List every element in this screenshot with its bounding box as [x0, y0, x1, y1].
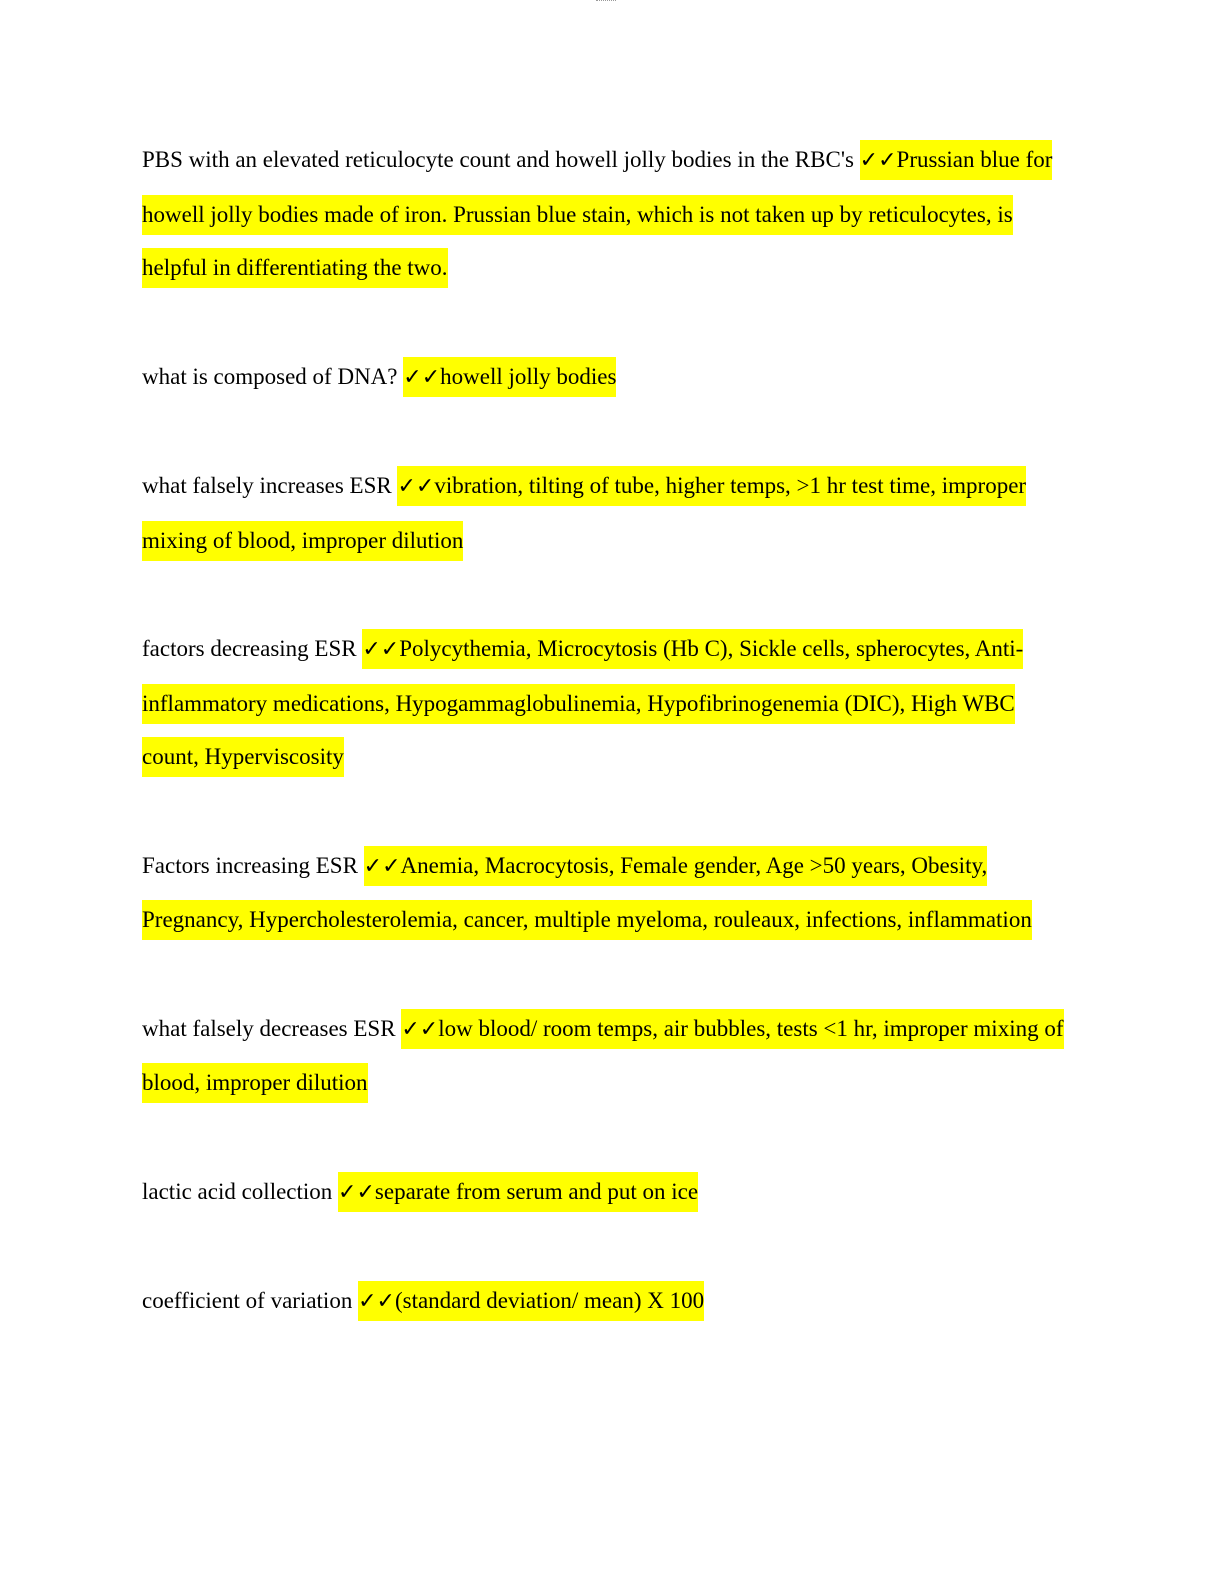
answer-text: Polycythemia, Microcytosis (Hb C), Sickle cells, spherocytes, Anti-inflammatory medications, Hypogammaglobulinemia, Hypofibrinogenemia (DIC), High WBC count, Hyperviscosity	[142, 636, 1024, 769]
double-check-icon: ✓✓	[358, 1289, 395, 1314]
header-mark	[596, 0, 616, 3]
answer-highlight	[358, 1281, 704, 1321]
double-check-icon: ✓✓	[401, 1016, 439, 1042]
double-check-icon: ✓✓	[403, 364, 441, 390]
double-check-icon: ✓✓	[362, 637, 400, 662]
qa-item	[142, 1002, 1072, 1110]
question-text: PBS with an elevated reticulocyte count and howell jolly bodies in the RBC's	[142, 147, 854, 172]
question-text: what falsely decreases ESR	[142, 1015, 396, 1041]
qa-item	[142, 459, 1072, 567]
double-check-icon: ✓✓	[397, 474, 435, 499]
answer-text: Anemia, Macrocytosis, Female gender, Age >50 years, Obesity, Pregnancy, Hypercholesterolemia, cancer, multiple myeloma, rouleaux, infections, inflammation	[142, 852, 1032, 932]
double-check-icon: ✓✓	[363, 853, 401, 879]
document-page	[142, 133, 1072, 1384]
answer-text: low blood/ room temps, air bubbles, tests <1 hr, improper mixing of blood, improper dilution	[142, 1015, 1064, 1095]
answer-highlight	[338, 1172, 698, 1212]
qa-item	[142, 1165, 1072, 1220]
qa-item	[142, 622, 1072, 784]
double-check-icon: ✓✓	[859, 148, 897, 173]
answer-highlight	[403, 357, 616, 397]
question-text: coefficient of variation	[142, 1288, 353, 1313]
question-text: what falsely increases ESR	[142, 473, 392, 498]
qa-item	[142, 839, 1072, 947]
double-check-icon: ✓✓	[338, 1179, 375, 1205]
answer-text: howell jolly bodies	[440, 363, 617, 389]
question-text: factors decreasing ESR	[142, 636, 357, 661]
answer-text: (standard deviation/ mean) X 100	[394, 1288, 705, 1313]
question-text: lactic acid collection	[142, 1178, 333, 1204]
qa-item	[142, 133, 1072, 295]
answer-text: vibration, tilting of tube, higher temps, >1 hr test time, improper mixing of blood, improper dilution	[142, 473, 1027, 553]
question-text: Factors increasing ESR	[142, 852, 358, 878]
answer-text: Prussian blue for howell jolly bodies made of iron. Prussian blue stain, which is not taken up by reticulocytes, is helpful in differentiating the two.	[142, 147, 1053, 280]
qa-item	[142, 1274, 1072, 1329]
question-text: what is composed of DNA?	[142, 363, 398, 389]
qa-item	[142, 350, 1072, 405]
answer-text: separate from serum and put on ice	[374, 1178, 699, 1204]
